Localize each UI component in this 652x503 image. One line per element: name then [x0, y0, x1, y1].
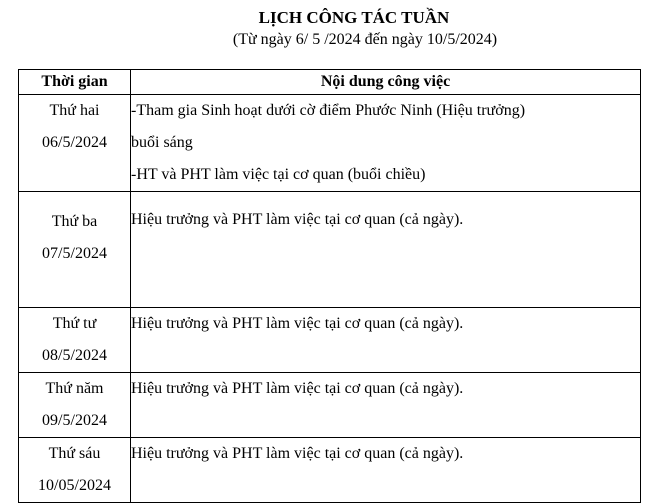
- content-cell: [131, 373, 641, 438]
- content-cell: [131, 308, 641, 373]
- content-line: Hiệu trưởng và PHT làm việc tại cơ quan (cả ngày).: [131, 211, 464, 228]
- table-row: [19, 308, 641, 373]
- content-line: Hiệu trưởng và PHT làm việc tại cơ quan (cả ngày).: [131, 445, 464, 462]
- day-label: Thứ tư: [52, 315, 97, 332]
- date-label: 10/05/2024: [38, 477, 111, 494]
- table-row: [19, 192, 641, 308]
- time-cell: [19, 373, 131, 438]
- column-header-time: Thời gian: [19, 70, 131, 95]
- table-header-row: [19, 70, 641, 95]
- content-line: -Tham gia Sinh hoạt dưới cờ điểm Phước Ninh (Hiệu trưởng): [131, 102, 526, 119]
- day-label: Thứ ba: [51, 213, 98, 230]
- time-cell: [19, 95, 131, 192]
- date-label: 08/5/2024: [42, 347, 107, 364]
- content-cell: [131, 438, 641, 503]
- schedule-table: [18, 69, 641, 503]
- date-label: 07/5/2024: [42, 245, 107, 262]
- page-title: LỊCH CÔNG TÁC TUẦN: [258, 8, 450, 27]
- column-header-content: Nội dung công việc: [131, 70, 641, 95]
- time-cell: [19, 308, 131, 373]
- content-line: buổi sáng: [131, 134, 193, 151]
- content-line: -HT và PHT làm việc tại cơ quan (buổi chiều): [131, 166, 426, 183]
- content-cell: [131, 95, 641, 192]
- date-label: 09/5/2024: [42, 412, 107, 429]
- content-line: Hiệu trưởng và PHT làm việc tại cơ quan (cả ngày).: [131, 380, 464, 397]
- date-label: 06/5/2024: [42, 134, 107, 151]
- date-range-subtitle: (Từ ngày 6/ 5 /2024 đến ngày 10/5/2024): [232, 31, 498, 48]
- table-row: [19, 373, 641, 438]
- content-line: Hiệu trưởng và PHT làm việc tại cơ quan (cả ngày).: [131, 315, 464, 332]
- time-cell: [19, 438, 131, 503]
- content-cell: [131, 192, 641, 308]
- time-cell: [19, 192, 131, 308]
- table-row: [19, 438, 641, 503]
- day-label: Thứ hai: [49, 102, 100, 119]
- day-label: Thứ năm: [45, 380, 104, 397]
- table-row: [19, 95, 641, 192]
- day-label: Thứ sáu: [48, 445, 101, 462]
